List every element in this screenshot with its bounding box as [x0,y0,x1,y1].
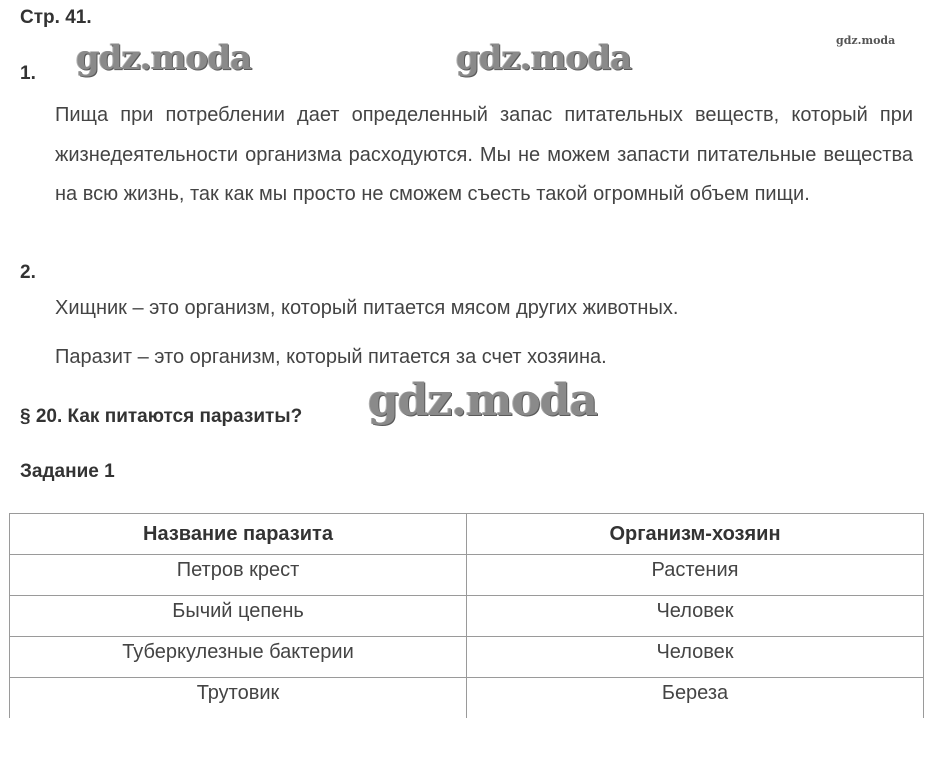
host-cell: Береза [467,678,924,719]
watermark-logo: gdz.moda [76,38,252,78]
predator-definition: Хищник – это организм, который питается мясом других животных. [55,297,679,319]
question-1-answer: Пища при потреблении дает определенный запас питательных веществ, который при жизнедеятельности организма расходуются. Мы не можем запасти питательные вещества на всю жизнь, так как мы просто не сможем съесть такой огромный объем пищи. [55,104,913,205]
header-parasite-name: Название паразита [10,514,467,555]
table-row [10,555,924,596]
parasite-cell: Петров крест [10,555,467,596]
table-row [10,678,924,719]
table-row [10,637,924,678]
parasite-cell: Бычий цепень [10,596,467,637]
section-title: § 20. Как питаются паразиты? [20,406,303,427]
table-row [10,596,924,637]
watermark-small: gdz.moda [836,34,896,47]
page-reference: Стр. 41. [20,7,92,28]
watermark-logo: gdz.moda [456,38,632,78]
parasite-definition: Паразит – это организм, который питается за счет хозяина. [55,346,607,368]
host-cell: Человек [467,596,924,637]
parasite-cell: Туберкулезные бактерии [10,637,467,678]
parasite-table [9,513,924,718]
table-header-row [10,514,924,555]
header-host-organism: Организм-хозяин [467,514,924,555]
parasite-cell: Трутовик [10,678,467,719]
host-cell: Растения [467,555,924,596]
question-2-number: 2. [20,262,36,283]
watermark-logo: gdz.moda [368,375,598,426]
host-cell: Человек [467,637,924,678]
question-1-number: 1. [20,63,36,84]
task-title: Задание 1 [20,461,115,482]
